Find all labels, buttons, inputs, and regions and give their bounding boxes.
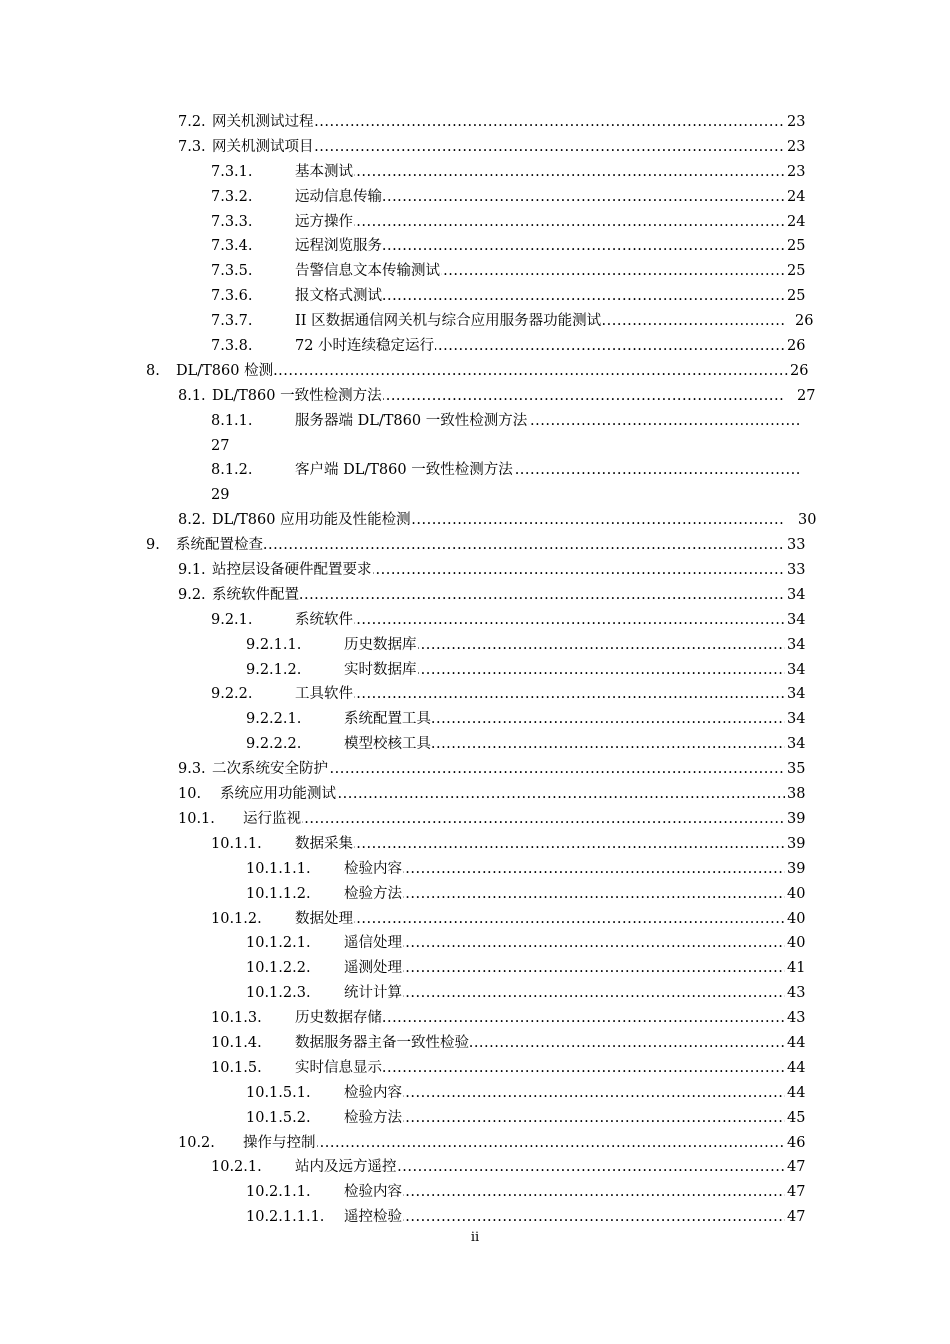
toc-title: 数据处理 .....	[295, 907, 785, 932]
toc-entry[interactable]	[0, 210, 950, 235]
toc-number: 10.1.2.2.	[246, 960, 311, 977]
toc-number: 9.1.	[178, 562, 206, 579]
toc-title: 遥测处理 .....	[344, 956, 785, 981]
toc-page-number: 39	[787, 835, 806, 852]
toc-title: 历史数据存储 .....	[295, 1006, 785, 1031]
toc-entry[interactable]	[0, 284, 950, 309]
toc-title: 系统软件配置 .....	[212, 583, 785, 608]
toc-page-number: 39	[787, 860, 806, 877]
toc-page-number: 34	[787, 661, 806, 678]
toc-page-number: 23	[787, 163, 806, 180]
toc-title: 历史数据库 .....	[344, 633, 785, 658]
toc-page-number: 34	[787, 611, 806, 628]
toc-page-number: 47	[787, 1184, 806, 1201]
toc-number: 9.2.1.2.	[246, 661, 302, 678]
toc-page-number: 43	[787, 985, 806, 1002]
toc-page-number: 35	[787, 761, 806, 778]
toc-number: 7.3.4.	[211, 238, 253, 255]
toc-title: 运行监视 .....	[243, 807, 785, 832]
toc-entry[interactable]	[0, 508, 950, 533]
toc-title: 网关机测试项目 .....	[212, 135, 785, 160]
toc-number: 10.1.1.2.	[246, 885, 311, 902]
toc-title: 报文格式测试 .....	[295, 284, 785, 309]
toc-number: 10.2.1.	[211, 1159, 262, 1176]
toc-number: 7.2.	[178, 114, 206, 130]
toc-entry[interactable]	[0, 384, 950, 409]
toc-number: 10.1.	[178, 810, 215, 827]
toc-title: 统计计算 .....	[344, 981, 785, 1006]
toc-entry[interactable]	[0, 135, 950, 160]
toc-number: 9.2.2.1.	[246, 711, 302, 728]
toc-entry[interactable]	[0, 185, 950, 210]
toc-title: 远程浏览服务 .....	[295, 234, 785, 259]
toc-entry[interactable]	[0, 1106, 950, 1131]
toc-title: 告警信息文本传输测试 .....	[295, 259, 785, 284]
toc-title: DL/T860 一致性检测方法 .....	[212, 384, 785, 409]
toc-page-number: 40	[787, 910, 806, 927]
toc-title: 实时信息显示 .....	[295, 1056, 785, 1081]
toc-entry[interactable]	[0, 1081, 950, 1106]
toc-entry[interactable]	[0, 1006, 950, 1031]
toc-number: 7.3.7.	[211, 313, 253, 330]
toc-number: 8.2.	[178, 512, 206, 529]
toc-page-number: 46	[787, 1134, 806, 1151]
toc-title: DL/T860 应用功能及性能检测 .....	[212, 508, 785, 533]
toc-entry[interactable]	[0, 359, 950, 384]
toc-number: 10.1.5.1.	[246, 1084, 311, 1101]
toc-number: 7.3.2.	[211, 188, 253, 205]
toc-page-number: 44	[787, 1034, 806, 1051]
toc-number: 10.1.4.	[211, 1034, 262, 1051]
page-number-footer: ii	[470, 1230, 480, 1245]
toc-title: 检验内容 .....	[344, 857, 785, 882]
toc-entry[interactable]	[0, 558, 950, 583]
toc-page-number: 45	[787, 1109, 806, 1126]
toc-number: 10.1.2.1.	[246, 935, 311, 952]
toc-title: 实时数据库 .....	[344, 658, 785, 683]
table-of-contents	[0, 110, 950, 1230]
toc-number: 9.	[146, 537, 160, 554]
toc-page-number: 23	[787, 138, 806, 155]
toc-entry[interactable]	[0, 658, 950, 683]
toc-entry[interactable]	[0, 956, 950, 981]
toc-entry[interactable]	[0, 160, 950, 185]
toc-number: 8.1.1.	[211, 412, 253, 429]
toc-title: 数据服务器主备一致性检验 .....	[295, 1031, 785, 1056]
toc-number: 10.1.1.1.	[246, 860, 311, 877]
toc-entry[interactable]	[0, 334, 950, 359]
toc-entry[interactable]	[0, 882, 950, 907]
toc-entry[interactable]	[0, 583, 950, 608]
toc-number: 7.3.1.	[211, 163, 253, 180]
toc-title: 远动信息传输 .....	[295, 185, 785, 210]
toc-title: 操作与控制 .....	[243, 1131, 785, 1156]
toc-number: 7.3.6.	[211, 288, 253, 305]
toc-entry[interactable]	[0, 1155, 950, 1180]
toc-title: DL/T860 检测 .....	[176, 359, 790, 384]
toc-entry[interactable]	[0, 259, 950, 284]
toc-page-number: 25	[787, 238, 806, 255]
toc-entry-wrap	[0, 434, 950, 459]
toc-entry[interactable]	[0, 409, 950, 434]
toc-entry[interactable]	[0, 707, 950, 732]
toc-entry[interactable]	[0, 807, 950, 832]
toc-title: 系统应用功能测试 .....	[220, 782, 785, 807]
toc-entry[interactable]	[0, 1205, 950, 1230]
toc-title: 系统软件 .....	[295, 608, 785, 633]
toc-entry[interactable]	[0, 110, 950, 135]
toc-page-number: 40	[787, 935, 806, 952]
toc-entry[interactable]	[0, 608, 950, 633]
toc-page-number: 24	[787, 188, 806, 205]
toc-entry[interactable]	[0, 458, 950, 483]
toc-number: 10.1.2.3.	[246, 985, 311, 1002]
toc-number: 8.	[146, 362, 160, 379]
toc-title: 系统配置检查 .....	[176, 533, 785, 558]
toc-entry[interactable]	[0, 533, 950, 558]
toc-page-number: 30	[798, 512, 817, 529]
toc-title: 遥控检验 .....	[344, 1205, 785, 1230]
toc-number: 7.3.	[178, 138, 206, 155]
toc-page-number: 44	[787, 1084, 806, 1101]
toc-number: 10.1.5.2.	[246, 1109, 311, 1126]
toc-title: 站内及远方遥控 .....	[295, 1155, 785, 1180]
toc-page-number: 39	[787, 810, 806, 827]
toc-entry[interactable]	[0, 782, 950, 807]
toc-entry[interactable]	[0, 857, 950, 882]
toc-page-number: 34	[787, 711, 806, 728]
toc-page-number: 27	[211, 437, 230, 454]
toc-page-number: 44	[787, 1059, 806, 1076]
toc-page-number: 33	[787, 562, 806, 579]
toc-number: 9.2.2.2.	[246, 736, 302, 753]
toc-page-number: 47	[787, 1209, 806, 1226]
toc-page-number: 27	[797, 387, 816, 404]
toc-title: 模型校核工具 .....	[344, 732, 785, 757]
toc-number: 10.2.1.1.1.	[246, 1209, 325, 1226]
toc-entry[interactable]	[0, 1131, 950, 1156]
toc-page-number: 43	[787, 1010, 806, 1027]
toc-title: 检验方法 .....	[344, 1106, 785, 1131]
toc-title: 检验内容 .....	[344, 1081, 785, 1106]
toc-page-number: 26	[795, 313, 814, 330]
toc-entry[interactable]	[0, 682, 950, 707]
toc-number: 10.	[178, 786, 202, 803]
toc-number: 9.2.	[178, 586, 206, 603]
toc-entry[interactable]	[0, 732, 950, 757]
toc-number: 10.1.2.	[211, 910, 262, 927]
toc-entry[interactable]	[0, 1180, 950, 1205]
toc-page-number: 26	[790, 362, 809, 379]
toc-title: 系统配置工具 .....	[344, 707, 785, 732]
toc-number: 7.3.3.	[211, 213, 253, 230]
toc-number: 10.2.	[178, 1134, 215, 1151]
toc-title: 服务器端 DL/T860 一致性检测方法 .....	[295, 409, 800, 434]
toc-page-number: 25	[787, 263, 806, 280]
toc-title: 客户端 DL/T860 一致性检测方法 .....	[295, 458, 800, 483]
toc-page-number: 47	[787, 1159, 806, 1176]
toc-number: 9.2.1.	[211, 611, 253, 628]
toc-title: 检验方法 .....	[344, 882, 785, 907]
toc-title: 二次系统安全防护 .....	[212, 757, 785, 782]
toc-title: 基本测试 .....	[295, 160, 785, 185]
toc-page-number: 38	[787, 786, 806, 803]
toc-title: 网关机测试过程 .....	[212, 110, 785, 135]
toc-title: 检验内容 .....	[344, 1180, 785, 1205]
toc-title: 站控层设备硬件配置要求 .....	[212, 558, 785, 583]
toc-number: 7.3.8.	[211, 338, 253, 355]
toc-page-number: 26	[787, 338, 806, 355]
toc-title: 工具软件 .....	[295, 682, 785, 707]
toc-page-number: 24	[787, 213, 806, 230]
toc-page-number: 33	[787, 537, 806, 554]
toc-page-number: 34	[787, 686, 806, 703]
toc-number: 7.3.5.	[211, 263, 253, 280]
toc-page-number: 29	[211, 487, 230, 504]
toc-entry[interactable]	[0, 931, 950, 956]
toc-number: 9.2.1.1.	[246, 636, 302, 653]
toc-number: 9.3.	[178, 761, 206, 778]
toc-title: 数据采集 .....	[295, 832, 785, 857]
toc-number: 9.2.2.	[211, 686, 253, 703]
toc-entry[interactable]	[0, 981, 950, 1006]
toc-entry[interactable]	[0, 633, 950, 658]
toc-number: 10.2.1.1.	[246, 1184, 311, 1201]
toc-number: 10.1.3.	[211, 1010, 262, 1027]
toc-title: 72 小时连续稳定运行 .....	[295, 334, 785, 359]
toc-title: 遥信处理 .....	[344, 931, 785, 956]
toc-number: 8.1.	[178, 387, 206, 404]
toc-page-number: 34	[787, 586, 806, 603]
toc-title: 远方操作 .....	[295, 210, 785, 235]
toc-entry[interactable]	[0, 1031, 950, 1056]
toc-page-number: 23	[787, 114, 806, 130]
toc-page-number: 25	[787, 288, 806, 305]
toc-title: II 区数据通信网关机与综合应用服务器功能测试 .....	[295, 309, 785, 334]
toc-entry[interactable]	[0, 234, 950, 259]
toc-number: 10.1.1.	[211, 835, 262, 852]
toc-page-number: 40	[787, 885, 806, 902]
toc-entry-wrap	[0, 483, 950, 508]
toc-number: 8.1.2.	[211, 462, 253, 479]
toc-entry[interactable]	[0, 907, 950, 932]
toc-entry[interactable]	[0, 309, 950, 334]
toc-page-number: 41	[787, 960, 806, 977]
toc-page-number: 34	[787, 736, 806, 753]
toc-entry[interactable]	[0, 1056, 950, 1081]
toc-entry[interactable]	[0, 832, 950, 857]
toc-number: 10.1.5.	[211, 1059, 262, 1076]
toc-page-number: 34	[787, 636, 806, 653]
toc-entry[interactable]	[0, 757, 950, 782]
